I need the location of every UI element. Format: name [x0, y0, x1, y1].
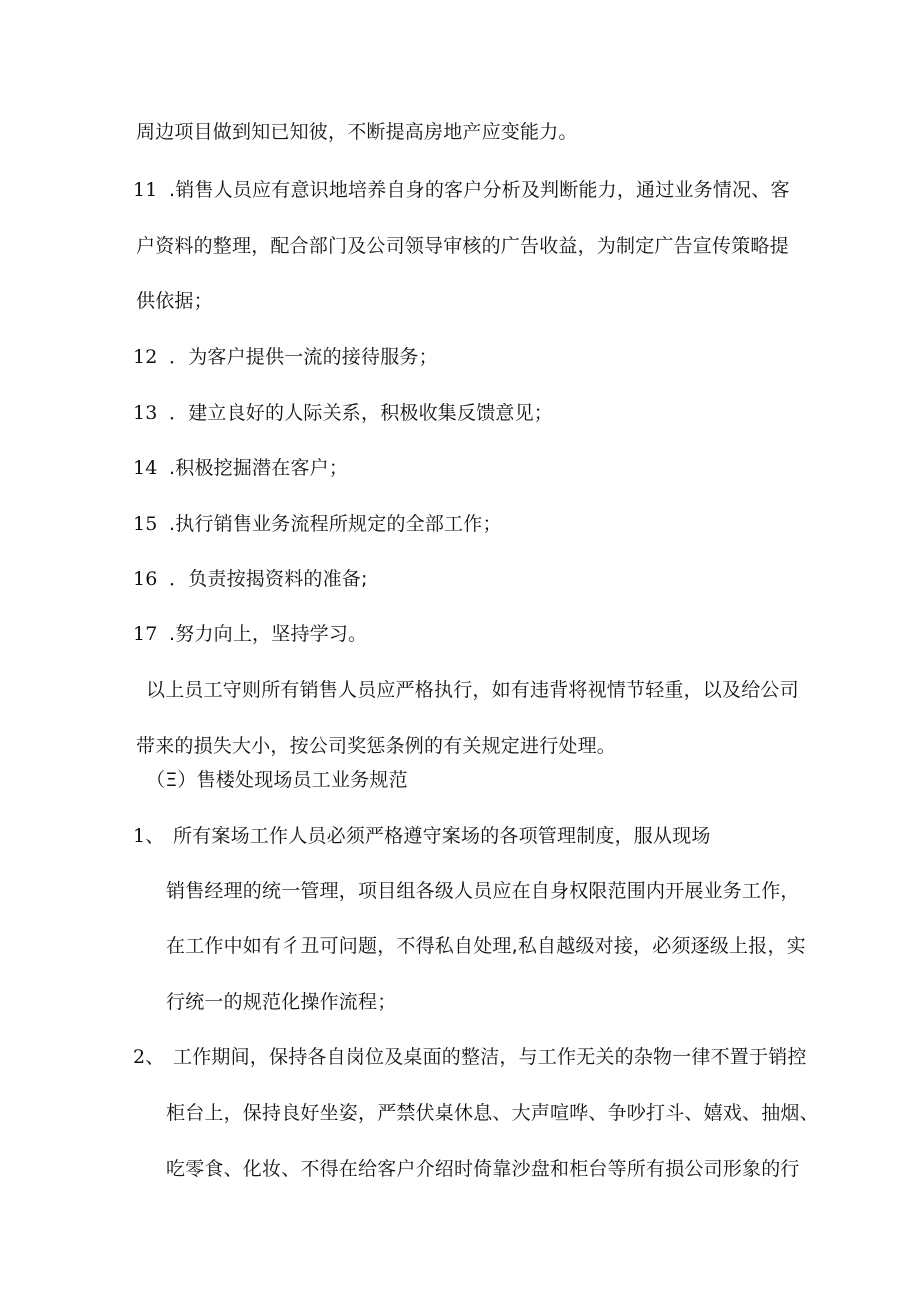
paragraph-line: [166, 990, 396, 1014]
paragraph-line: [136, 734, 616, 758]
item-number: 11: [133, 179, 158, 201]
paragraph-line: [166, 934, 806, 958]
line-text: 工作期间，保持各自岗位及桌面的整洁，与工作无关的杂物一律不置于销控: [173, 1046, 807, 1068]
line-text: 供依据；: [136, 290, 213, 312]
line-text: 所有案场工作人员必须严格遵守案场的各项管理制度，服从现场: [173, 825, 711, 847]
section-heading: [146, 768, 408, 792]
list-item-1: [133, 824, 711, 848]
paragraph-line: [166, 879, 800, 903]
list-item-15: [133, 512, 502, 536]
line-text: 带来的损失大小，按公司奖惩条例的有关规定进行处理。: [136, 735, 617, 757]
line-text: 吃零食、化妆、不得在给客户介绍时倚靠沙盘和柜台等所有损公司形象的行: [166, 1158, 800, 1180]
item-number: 2、: [133, 1046, 165, 1068]
list-item-2: [133, 1045, 807, 1069]
paragraph-line: [136, 120, 578, 144]
heading-text: （Ξ）售楼处现场员工业务规范: [146, 769, 408, 791]
line-text: .努力向上，坚持学习。: [169, 623, 368, 645]
list-item-11: [133, 178, 790, 202]
line-text: 销售经理的统一管理，项目组各级人员应在自身权限范围内开展业务工作，: [166, 880, 800, 902]
paragraph-line: [166, 1157, 800, 1181]
line-text: .积极挖掘潜在客户；: [169, 457, 349, 479]
paragraph-line: [166, 1101, 819, 1125]
line-text: ．为客户提供一流的接待服务；: [169, 346, 438, 368]
line-text: .执行销售业务流程所规定的全部工作；: [169, 513, 502, 535]
item-number: 12: [133, 346, 158, 368]
line-text: 周边项目做到知已知彼，不断提高房地产应变能力。: [136, 121, 578, 143]
list-item-13: [133, 401, 553, 425]
item-number: 14: [133, 457, 158, 479]
item-number: 15: [133, 513, 158, 535]
line-text: 行统一的规范化操作流程；: [166, 991, 397, 1013]
item-number: 17: [133, 623, 158, 645]
paragraph-line: [136, 289, 213, 313]
line-text: ．建立良好的人际关系，积极收集反馈意见；: [169, 402, 554, 424]
list-item-17: [133, 622, 367, 646]
paragraph-line: [146, 678, 799, 702]
line-text: 以上员工守则所有销售人员应严格执行，如有违背将视情节轻重，以及给公司: [146, 679, 799, 701]
line-text: 在工作中如有彳丑可问题，不得私自处理,私自越级对接，必须逐级上报，实: [166, 935, 806, 957]
item-number: 13: [133, 402, 158, 424]
line-text: .销售人员应有意识地培养自身的客户分析及判断能力，通过业务情况、客: [169, 179, 790, 201]
list-item-16: [133, 567, 368, 591]
item-number: 1、: [133, 825, 165, 847]
item-number: 16: [133, 568, 158, 590]
line-text: 户资料的整理，配合部门及公司领导审核的广告收益，为制定广告宣传策略提: [136, 235, 789, 257]
paragraph-line: [136, 234, 789, 258]
line-text: 柜台上，保持良好坐姿，严禁伏桌休息、大声喧哗、争吵打斗、嬉戏、抽烟、: [166, 1102, 819, 1124]
list-item-14: [133, 456, 348, 480]
list-item-12: [133, 345, 438, 369]
line-text: ．负责按揭资料的准备;: [169, 568, 368, 590]
